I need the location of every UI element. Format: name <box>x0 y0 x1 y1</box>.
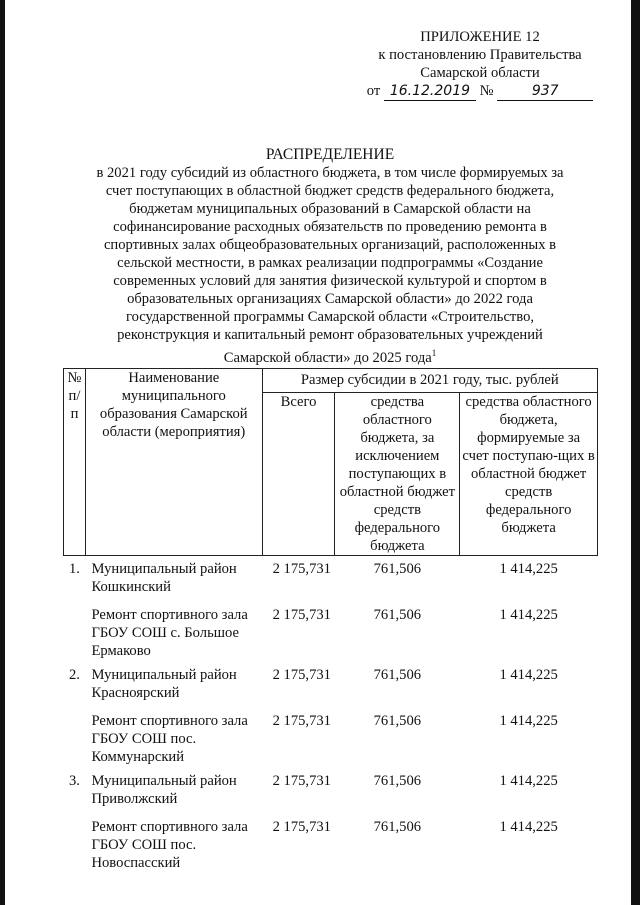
cell-name: Муниципальный район Красноярский <box>91 666 237 701</box>
cell-federal: 1 414,225 <box>499 666 558 683</box>
scan-edge-right <box>631 0 640 905</box>
cell-total: 2 175,731 <box>272 772 331 789</box>
title-line: современных условий для занятия физической культурой и спортом в <box>113 273 547 289</box>
cell-regional: 761,506 <box>373 666 422 683</box>
title-line: бюджетам муниципальных образований в Самарской области на <box>129 201 531 217</box>
header-total: Всего <box>262 393 335 556</box>
cell-total: 2 175,731 <box>272 818 331 835</box>
title-line: счет поступающих в областной бюджет средств федерального бюджета, <box>105 183 555 199</box>
table-row <box>64 812 598 874</box>
cell-num <box>64 600 86 662</box>
subsidy-table <box>63 368 598 874</box>
cell-total: 2 175,731 <box>272 712 331 729</box>
cell-num: 2. <box>69 666 80 683</box>
header-group: Размер субсидии в 2021 году, тыс. рублей <box>262 369 597 393</box>
title-line: образовательных организациях Самарской области» до 2022 года <box>127 291 533 307</box>
cell-federal: 1 414,225 <box>499 561 558 577</box>
title-heading: РАСПРЕДЕЛЕНИЕ <box>265 146 395 163</box>
cell-total: 2 175,731 <box>272 666 331 683</box>
approval-header <box>360 28 600 101</box>
cell-federal: 1 414,225 <box>499 772 558 789</box>
cell-num <box>64 812 86 874</box>
resolution-line: к постановлению Правительства <box>378 47 582 63</box>
cell-regional: 761,506 <box>373 772 422 789</box>
title-line: сельской местности, в рамках реализации подпрограммы «Создание <box>117 255 543 271</box>
cell-total: 2 175,731 <box>272 561 331 577</box>
cell-num: 3. <box>69 772 80 789</box>
header-federal: средства областного бюджета, формируемые за счет поступаю-щих в областной бюджет средств федерального бюджета <box>460 393 598 556</box>
cell-regional: 761,506 <box>373 606 422 623</box>
title-line: в 2021 году субсидий из областного бюджета, в том числе формируемых за <box>96 165 564 181</box>
title-line: Самарской области» до 2025 года$^1$ <box>223 348 437 366</box>
cell-name: Муниципальный район Приволжский <box>91 772 237 807</box>
cell-federal: 1 414,225 <box>499 712 558 729</box>
scan-edge-left <box>0 0 5 905</box>
cell-federal: 1 414,225 <box>499 606 558 623</box>
title-line: реконструкция и капитальный ремонт образовательных учреждений <box>117 327 543 343</box>
title-line: спортивных залах общеобразовательных организаций, расположенных в <box>103 237 557 253</box>
header-num: № п/п <box>64 369 86 556</box>
table-row <box>64 556 598 600</box>
title-body <box>60 164 600 367</box>
table-row <box>64 706 598 768</box>
header-name: Наименование муниципального образования Самарской области (мероприятия) <box>85 369 262 556</box>
cell-name: Ремонт спортивного зала ГБОУ СОШ с. Большое Ермаково <box>91 606 248 659</box>
cell-num: 1. <box>69 561 80 577</box>
cell-name: Ремонт спортивного зала ГБОУ СОШ пос. Коммунарский <box>91 712 248 765</box>
header-regional: средства областного бюджета, за исключением поступающих в областной бюджет средств федерального бюджета <box>335 393 460 556</box>
document-title <box>60 146 600 367</box>
footnote-mark: 1 <box>431 348 437 358</box>
cell-regional: 761,506 <box>373 818 422 835</box>
table-row <box>64 662 598 706</box>
title-line: государственной программы Самарской области «Строительство, <box>125 309 535 325</box>
number-handwritten: 937 <box>497 82 593 101</box>
date-handwritten: 16.12.2019 <box>384 82 476 101</box>
cell-name: Муниципальный район Кошкинский <box>91 561 237 595</box>
table-row <box>64 600 598 662</box>
region-line: Самарской области <box>420 65 540 81</box>
date-number-line: от 16.12.2019 № 937 <box>360 82 600 101</box>
title-line: софинансирование расходных обязательств по проведению ремонта в <box>113 219 547 235</box>
cell-num <box>64 706 86 768</box>
annex-label: ПРИЛОЖЕНИЕ 12 <box>420 29 540 45</box>
cell-name: Ремонт спортивного зала ГБОУ СОШ пос. Новоспасский <box>91 818 248 871</box>
cell-federal: 1 414,225 <box>499 818 558 835</box>
cell-regional: 761,506 <box>373 561 422 577</box>
cell-total: 2 175,731 <box>272 606 331 623</box>
table-row <box>64 768 598 812</box>
cell-regional: 761,506 <box>373 712 422 729</box>
